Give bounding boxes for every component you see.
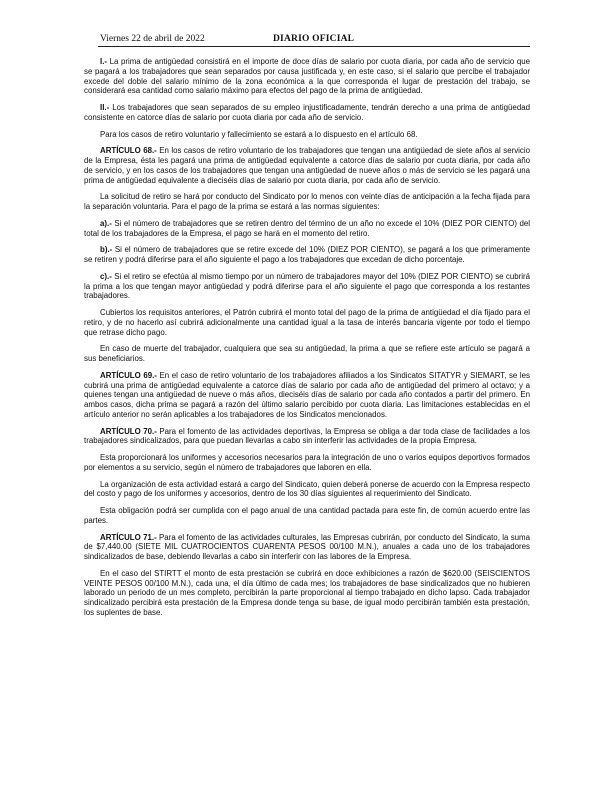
paragraph-text: Para los casos de retiro voluntario y fallecimiento se estará a lo dispuesto en el artículo 68. bbox=[100, 129, 418, 139]
paragraph bbox=[84, 219, 530, 239]
paragraph-text: Esta proporcionará los uniformes y accesorios necesarios para la integración de uno o varios equipos deportivos formados por elementos a su servicio, según el número de trabajadores que laboren en ella. bbox=[84, 453, 530, 472]
paragraph bbox=[84, 103, 530, 123]
paragraph bbox=[84, 245, 530, 265]
paragraph-text: En los casos de retiro voluntario de los trabajadores que tengan una antigüedad de siete años al servicio de la Empresa, ésta les pagará una prima de antigüedad equivalente a catorce días de salario por cuota diaria, por cada año de servicio, y en los casos de los trabajadores que tengan una antigüedad de nueve años o más de servicio se les pagará una prima de antigüedad equivalente a dieciséis días de salario por cuota diaria, por cada año de servicio. bbox=[84, 146, 531, 185]
paragraph-text: Esta obligación podrá ser cumplida con el pago anual de una cantidad pactada para este fin, de común acuerdo entre las partes. bbox=[84, 506, 530, 525]
paragraph bbox=[84, 57, 530, 96]
article-heading: ARTÍCULO 69.- bbox=[100, 370, 157, 380]
paragraph-text: En el caso de retiro voluntario de los trabajadores afiliados a los Sindicatos SITATYR y SIEMART, se les cubrirá una prima de antigüedad equivalente a catorce días de salario por cada año de antigüedad del primero al octavo; y a quienes tengan una antigüedad de nueve o más años, dieciséis días de salario por cada año contados a partir del primero. En ambos casos, dicha prima se pagará a razón del último salario percibido por cuota diaria. Las limitaciones establecidas en el artículo anterior no serán aplicables a los trabajadores de los Sindicatos mencionados. bbox=[84, 370, 530, 419]
paragraph-text: En caso de muerte del trabajador, cualquiera que sea su antigüedad, la prima a que se refiere este artículo se pagará a sus beneficiarios. bbox=[84, 344, 530, 363]
paragraph-text: La organización de esta actividad estará a cargo del Sindicato, quien deberá ponerse de acuerdo con la Empresa respecto del costo y pago de los uniformes y accesorios, dentro de los 30 días siguientes al requerimiento del Sindicato. bbox=[84, 479, 530, 499]
paragraph-lead: b).- bbox=[100, 245, 113, 255]
paragraph bbox=[84, 146, 530, 185]
paragraph-text: La prima de antigüedad consistirá en el importe de doce días de salario por cuota diaria, por cada año de servicio que se pagará a los trabajadores que sean separados por causa justificada y, en este caso, si el salario que percibe el trabajador excede del doble del salario mínimo de la zona económica a la que corresponda el lugar de prestación del trabajo, se considerará esa cantidad como salario máximo para efectos del pago de la prima de antigüedad. bbox=[84, 57, 530, 96]
article-heading: ARTÍCULO 70.- bbox=[100, 426, 157, 436]
paragraph bbox=[84, 344, 530, 364]
paragraph-lead: II.- bbox=[100, 103, 110, 112]
paragraph bbox=[84, 533, 530, 562]
paragraph-text: Cubiertos los requisitos anteriores, el Patrón cubrirá el monto total del pago de la prima de antigüedad el día fijado para el retiro, y de no hacerlo así cubrirá adicionalmente una cantidad igual a la tasa de interés bancaria vigente por todo el tiempo que retrase dicho pago. bbox=[84, 308, 530, 337]
paragraph bbox=[84, 371, 530, 420]
article-heading: ARTÍCULO 68.- bbox=[100, 146, 157, 156]
header-date: Viernes 22 de abril de 2022 bbox=[100, 34, 205, 44]
paragraph bbox=[84, 569, 530, 618]
paragraph bbox=[84, 453, 530, 473]
paragraph bbox=[84, 427, 530, 447]
paragraph bbox=[84, 272, 530, 301]
paragraph-text: Si el número de trabajadores que se retire excede del 10% (DIEZ POR CIENTO), se pagará a los que primeramente se retiren y podrá diferirse para el año siguiente el pago a los trabajadores que excedan de dicho porcentaje. bbox=[84, 245, 530, 264]
paragraph bbox=[84, 480, 530, 500]
paragraph bbox=[84, 130, 530, 140]
paragraph-lead: I.- bbox=[100, 57, 108, 66]
paragraph-text: Si el retiro se efectúa al mismo tiempo por un número de trabajadores mayor del 10% (DIEZ POR CIENTO) se cubrirá la prima a los que tengan mayor antigüedad y podrá diferirse para el año siguiente el pago que corresponda a los restantes trabajadores. bbox=[84, 271, 530, 301]
article-heading: ARTÍCULO 71.- bbox=[100, 532, 157, 542]
paragraph-text: Los trabajadores que sean separados de su empleo injustificadamente, tendrán derecho a una prima de antigüedad consistente en catorce días de salario por cuota diaria por cada año de servicio. bbox=[84, 103, 530, 122]
paragraph-lead: a).- bbox=[100, 218, 112, 228]
page-header bbox=[98, 34, 530, 47]
paragraph-text: La solicitud de retiro se hará por conducto del Sindicato por lo menos con veinte días de anticipación a la fecha fijada para la separación voluntaria. Para el pago de la prima se estará a las normas siguientes: bbox=[84, 192, 530, 211]
paragraph-text: Para el fomento de las actividades culturales, las Empresas cubrirán, por conducto del Sindicato, la suma de $7,440.00 (SIETE MIL CUATROCIENTOS CUARENTA PESOS 00/100 M.N.), anuales a cada uno de los trabajadores sindicalizados de base, debiendo llevarlas a cabo sin interferir con las labores de la Empresa. bbox=[84, 532, 530, 561]
paragraph-lead: c).- bbox=[100, 271, 112, 281]
paragraph bbox=[84, 506, 530, 526]
document-body bbox=[84, 57, 530, 625]
header-publication: DIARIO OFICIAL bbox=[273, 34, 355, 44]
paragraph bbox=[84, 308, 530, 337]
paragraph bbox=[84, 192, 530, 212]
paragraph-text: Para el fomento de las actividades deportivas, la Empresa se obliga a dar toda clase de facilidades a los trabajadores sindicalizados, para que puedan llevarlas a cabo sin interferir las actividades de la propia Empresa. bbox=[84, 426, 530, 446]
paragraph-text: En el caso del STIRTT el monto de esta prestación se cubrirá en doce exhibiciones a razón de $620.00 (SEISCIENTOS VEINTE PESOS 00/100 M.N.), cada una, el día último de cada mes; los trabajadores de base sindicalizados que no hubieren laborado un periodo de un mes completo, percibirán la parte proporcional al tiempo trabajado en dicho lapso. Cada trabajador sindicalizado percibirá esta prestación de la Empresa donde tenga su base, de igual modo percibirán también esta prestación, los suplentes de base. bbox=[84, 568, 530, 617]
paragraph-text: Si el número de trabajadores que se retiren dentro del término de un año no excede el 10% (DIEZ POR CIENTO) del total de los trabajadores de la Empresa, el pago se hará en el momento del retiro. bbox=[84, 218, 530, 238]
